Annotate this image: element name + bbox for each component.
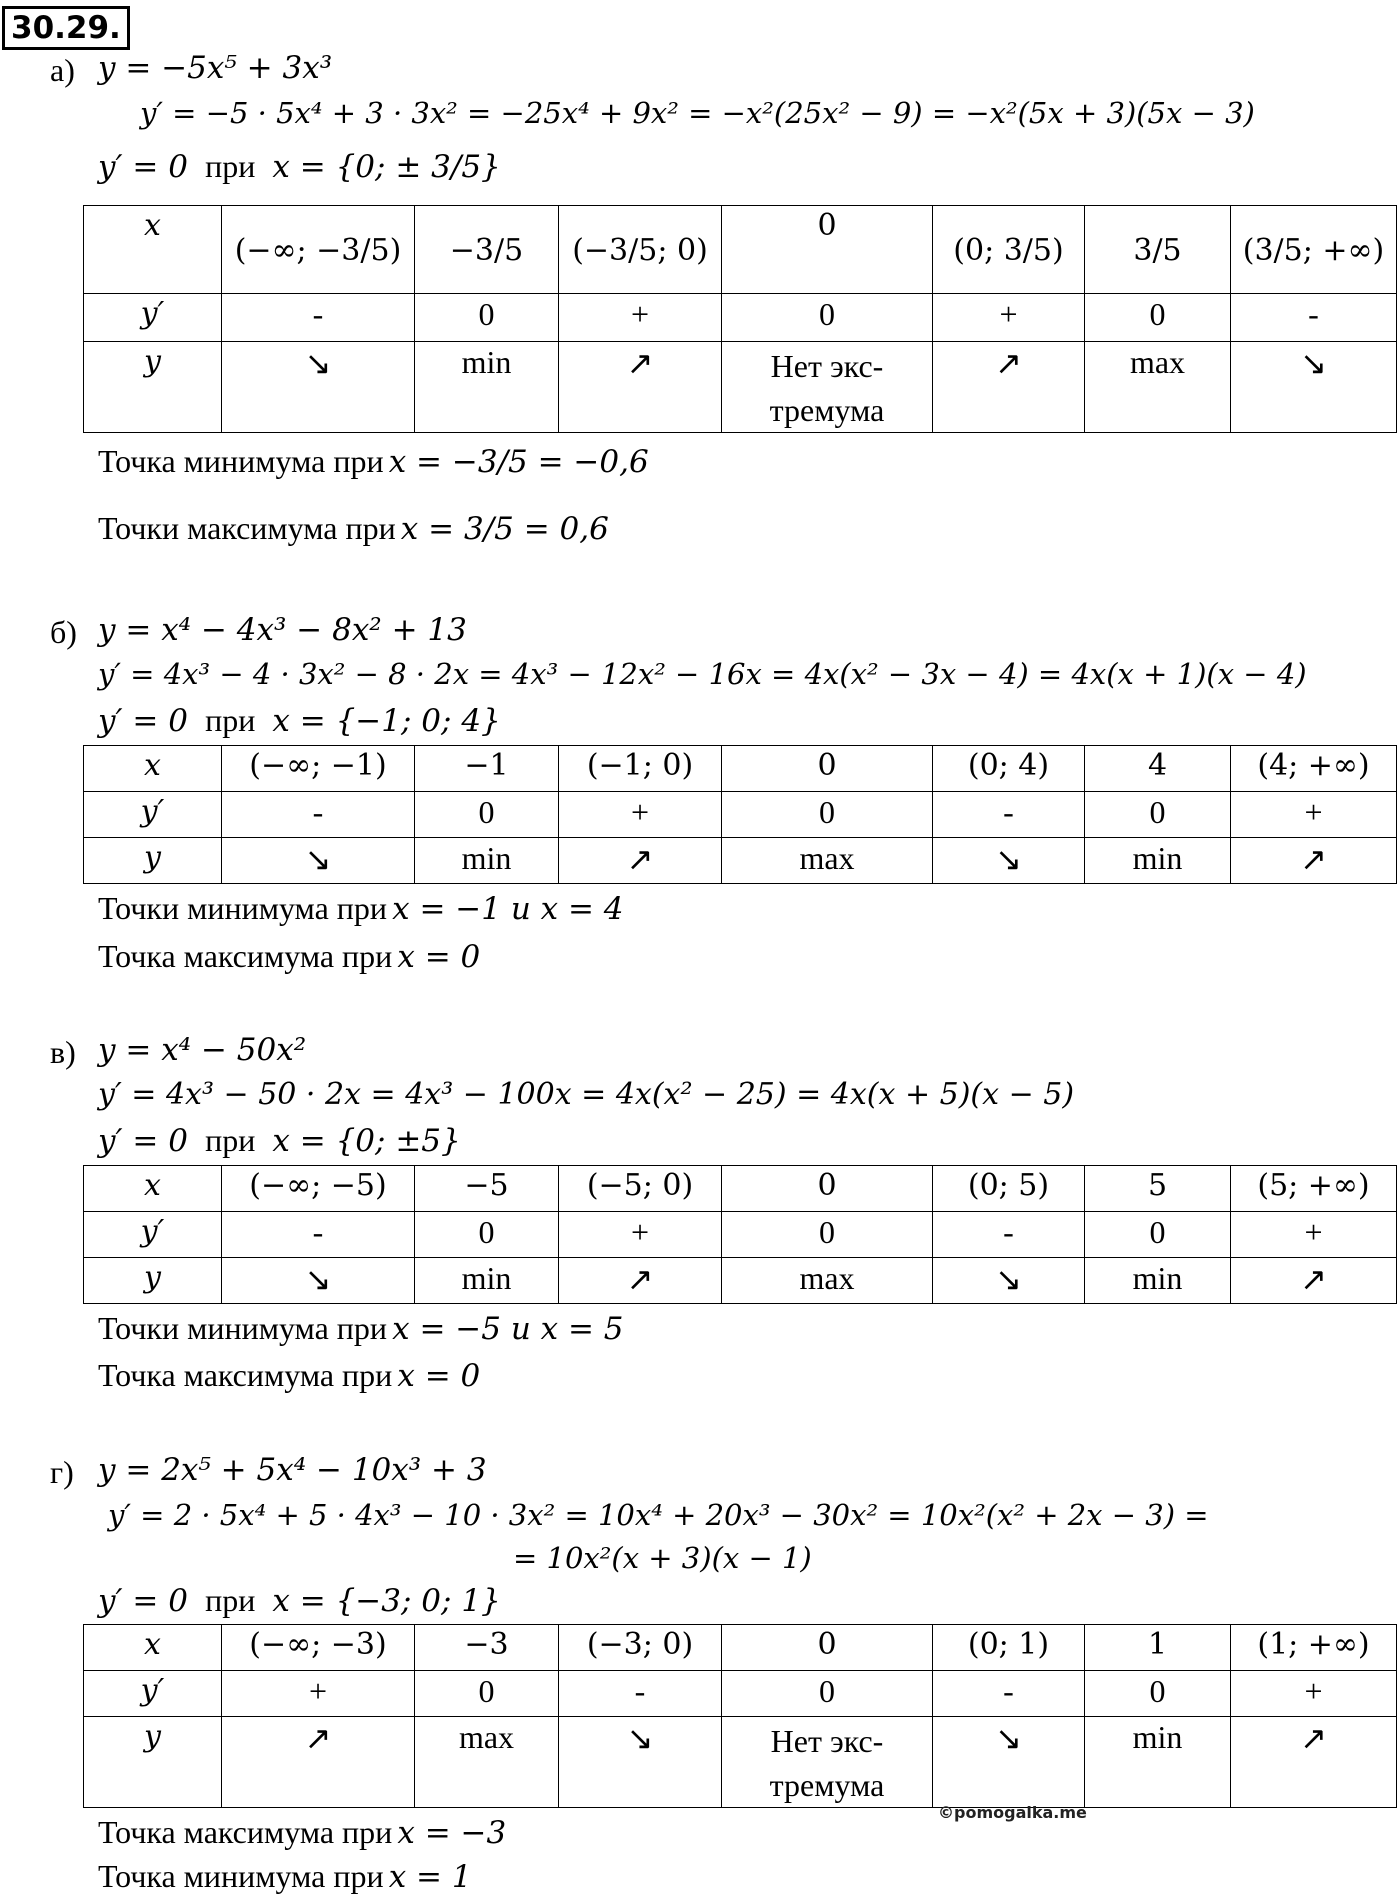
table-row-derivative (84, 1671, 1397, 1717)
table-cell: - (222, 1212, 415, 1258)
conclusion-math: x = −1 и x = 4 (392, 891, 624, 927)
part-g-sign-table (83, 1624, 1397, 1808)
table-row-function (84, 1258, 1397, 1304)
zeros-word: при (205, 702, 256, 738)
table-row-function (84, 342, 1397, 433)
table-cell: - (933, 1212, 1085, 1258)
zeros-prefix: y′ = 0 (98, 703, 188, 739)
table-cell: Нет экс-тремума (722, 342, 933, 433)
part-a-derivative: y′ = −5 · 5x⁴ + 3 · 3x² = −25x⁴ + 9x² = −x²(25x² − 9) = −x²(5x + 3)(5x − 3) (140, 96, 1255, 130)
conclusion-math: x = −3/5 = −0,6 (388, 444, 649, 480)
table-cell: (0; 4) (933, 746, 1085, 792)
part-a-conclusion-1 (98, 443, 649, 480)
zeros-word: при (205, 1122, 256, 1158)
table-row-function (84, 1717, 1397, 1808)
table-cell: y (84, 1717, 222, 1808)
table-cell: (−3/5; 0) (559, 206, 722, 294)
table-cell: ↗ (1231, 1258, 1397, 1304)
part-b-sign-table (83, 745, 1397, 884)
table-row-x (84, 206, 1397, 294)
table-cell: + (1231, 1671, 1397, 1717)
table-row-derivative (84, 294, 1397, 342)
table-cell: - (1231, 294, 1397, 342)
conclusion-text: Точка минимума при (98, 1858, 384, 1894)
part-g-derivative-line-1: y′ = 2 · 5x⁴ + 5 · 4x³ − 10 · 3x² = 10x⁴ + 20x³ − 30x² = 10x²(x² + 2x − 3) = (108, 1498, 1209, 1532)
table-cell: - (933, 792, 1085, 838)
table-cell: ↗ (559, 838, 722, 884)
zeros-word: при (205, 1582, 256, 1618)
part-b-function: y = x⁴ − 4x³ − 8x² + 13 (98, 612, 467, 648)
table-cell: 1 (1085, 1625, 1231, 1671)
conclusion-math: x = 1 (388, 1859, 472, 1895)
zeros-prefix: y′ = 0 (98, 1123, 188, 1159)
table-cell: - (222, 294, 415, 342)
zeros-set: x = {−3; 0; 1} (272, 1583, 501, 1619)
table-cell: (−∞; −3/5) (222, 206, 415, 294)
part-b-zeros (98, 702, 501, 739)
part-g-label: г) (50, 1454, 74, 1490)
part-b-conclusion-2 (98, 938, 480, 975)
part-g-conclusion-1 (98, 1814, 506, 1851)
table-cell: min (415, 342, 559, 433)
table-cell: min (415, 838, 559, 884)
table-cell: (5; +∞) (1231, 1166, 1397, 1212)
conclusion-text: Точка максимума при (98, 1357, 393, 1393)
table-cell: + (1231, 792, 1397, 838)
table-cell: 0 (1085, 294, 1231, 342)
table-cell: x (84, 1166, 222, 1212)
table-cell: y (84, 838, 222, 884)
conclusion-text: Точка минимума при (98, 443, 384, 479)
table-cell: (1; +∞) (1231, 1625, 1397, 1671)
conclusion-text: Точка максимума при (98, 1814, 393, 1850)
table-cell: 0 (722, 1166, 933, 1212)
watermark: ©pomogalka.me (938, 1803, 1087, 1822)
table-cell: max (1085, 342, 1231, 433)
part-v-function: y = x⁴ − 50x² (98, 1032, 307, 1068)
zeros-set: x = {−1; 0; 4} (272, 703, 501, 739)
conclusion-math: x = 3/5 = 0,6 (400, 511, 609, 547)
zeros-set: x = {0; ±5} (272, 1123, 461, 1159)
table-cell: min (1085, 838, 1231, 884)
part-v-conclusion-1 (98, 1310, 624, 1347)
table-row-x (84, 1166, 1397, 1212)
part-v-sign-table (83, 1165, 1397, 1304)
table-cell: −5 (415, 1166, 559, 1212)
table-cell: y′ (84, 1671, 222, 1717)
table-cell: - (222, 792, 415, 838)
table-cell: 0 (722, 792, 933, 838)
part-b-conclusion-1 (98, 890, 624, 927)
table-cell: y′ (84, 792, 222, 838)
conclusion-math: x = 0 (397, 1358, 481, 1394)
part-v-label: в) (50, 1034, 76, 1070)
part-v-conclusion-2 (98, 1357, 480, 1394)
conclusion-math: x = −3 (397, 1815, 507, 1851)
table-cell: (4; +∞) (1231, 746, 1397, 792)
table-cell: ↗ (1231, 1717, 1397, 1808)
table-cell: 0 (415, 294, 559, 342)
table-cell: ↗ (933, 342, 1085, 433)
table-cell: 0 (722, 1671, 933, 1717)
table-cell: min (1085, 1717, 1231, 1808)
table-cell: (−5; 0) (559, 1166, 722, 1212)
table-cell: 0 (1085, 792, 1231, 838)
problem-number: 30.29. (2, 6, 130, 50)
table-cell: + (1231, 1212, 1397, 1258)
table-cell: (−∞; −1) (222, 746, 415, 792)
table-cell: 0 (1085, 1671, 1231, 1717)
table-cell: x (84, 746, 222, 792)
table-cell: (−1; 0) (559, 746, 722, 792)
table-cell: 5 (1085, 1166, 1231, 1212)
table-row-derivative (84, 1212, 1397, 1258)
table-cell: 0 (722, 746, 933, 792)
part-b-label: б) (50, 614, 77, 650)
table-row-derivative (84, 792, 1397, 838)
table-cell: 0 (722, 1625, 933, 1671)
table-cell: (−∞; −3) (222, 1625, 415, 1671)
table-cell: ↘ (559, 1717, 722, 1808)
table-cell: 0 (415, 1212, 559, 1258)
table-cell: x (84, 1625, 222, 1671)
table-cell: max (722, 838, 933, 884)
conclusion-text: Точки минимума при (98, 1310, 388, 1346)
part-b-derivative: y′ = 4x³ − 4 · 3x² − 8 · 2x = 4x³ − 12x² − 16x = 4x(x² − 3x − 4) = 4x(x + 1)(x − 4) (98, 657, 1307, 691)
table-cell: ↘ (933, 838, 1085, 884)
table-cell: −1 (415, 746, 559, 792)
part-v-zeros (98, 1122, 461, 1159)
table-cell: y′ (84, 294, 222, 342)
table-cell: 0 (415, 792, 559, 838)
conclusion-text: Точки минимума при (98, 890, 388, 926)
table-cell: ↘ (1231, 342, 1397, 433)
table-cell: 3/5 (1085, 206, 1231, 294)
table-row-x (84, 746, 1397, 792)
table-cell: (3/5; +∞) (1231, 206, 1397, 294)
part-a-conclusion-2 (98, 510, 609, 547)
table-cell: (0; 3/5) (933, 206, 1085, 294)
table-row-function (84, 838, 1397, 884)
part-a-zeros (98, 148, 501, 185)
table-cell: ↘ (222, 342, 415, 433)
zeros-prefix: y′ = 0 (98, 149, 188, 185)
table-cell: + (559, 792, 722, 838)
conclusion-math: x = −5 и x = 5 (392, 1311, 624, 1347)
zeros-set: x = {0; ± 3/5} (272, 149, 501, 185)
table-cell: 0 (722, 294, 933, 342)
table-cell: (0; 5) (933, 1166, 1085, 1212)
table-cell: 0 (722, 1212, 933, 1258)
table-cell: ↘ (933, 1717, 1085, 1808)
table-cell: y (84, 1258, 222, 1304)
table-cell: y (84, 342, 222, 433)
table-cell: Нет экс-тремума (722, 1717, 933, 1808)
part-a-function: y = −5x⁵ + 3x³ (98, 50, 333, 86)
table-row-x (84, 1625, 1397, 1671)
table-cell: y′ (84, 1212, 222, 1258)
zeros-prefix: y′ = 0 (98, 1583, 188, 1619)
conclusion-text: Точка максимума при (98, 938, 393, 974)
conclusion-math: x = 0 (397, 939, 481, 975)
part-g-function: y = 2x⁵ + 5x⁴ − 10x³ + 3 (98, 1452, 487, 1488)
table-cell: −3/5 (415, 206, 559, 294)
table-cell: ↘ (222, 838, 415, 884)
table-cell: ↗ (559, 342, 722, 433)
table-cell: (0; 1) (933, 1625, 1085, 1671)
part-a-sign-table (83, 205, 1397, 433)
table-cell: + (222, 1671, 415, 1717)
table-cell: (−3; 0) (559, 1625, 722, 1671)
table-cell: min (415, 1258, 559, 1304)
table-cell: ↗ (222, 1717, 415, 1808)
table-cell: ↗ (1231, 838, 1397, 884)
table-cell: max (415, 1717, 559, 1808)
table-cell: - (559, 1671, 722, 1717)
table-cell: max (722, 1258, 933, 1304)
table-cell: ↘ (222, 1258, 415, 1304)
part-g-conclusion-2 (98, 1858, 472, 1895)
table-cell: 0 (415, 1671, 559, 1717)
table-cell: + (559, 294, 722, 342)
table-cell: x (84, 206, 222, 294)
zeros-word: при (205, 148, 256, 184)
table-cell: ↗ (559, 1258, 722, 1304)
table-cell: ↘ (933, 1258, 1085, 1304)
part-v-derivative: y′ = 4x³ − 50 · 2x = 4x³ − 100x = 4x(x² − 25) = 4x(x + 5)(x − 5) (98, 1077, 1075, 1112)
table-cell: 0 (1085, 1212, 1231, 1258)
part-a-label: а) (50, 52, 75, 88)
part-g-derivative-line-2: = 10x²(x + 3)(x − 1) (513, 1541, 812, 1575)
table-cell: min (1085, 1258, 1231, 1304)
table-cell: + (559, 1212, 722, 1258)
table-cell: - (933, 1671, 1085, 1717)
table-cell: + (933, 294, 1085, 342)
conclusion-text: Точки максимума при (98, 510, 396, 546)
table-cell: 0 (722, 206, 933, 294)
table-cell: −3 (415, 1625, 559, 1671)
part-g-zeros (98, 1582, 501, 1619)
table-cell: 4 (1085, 746, 1231, 792)
table-cell: (−∞; −5) (222, 1166, 415, 1212)
